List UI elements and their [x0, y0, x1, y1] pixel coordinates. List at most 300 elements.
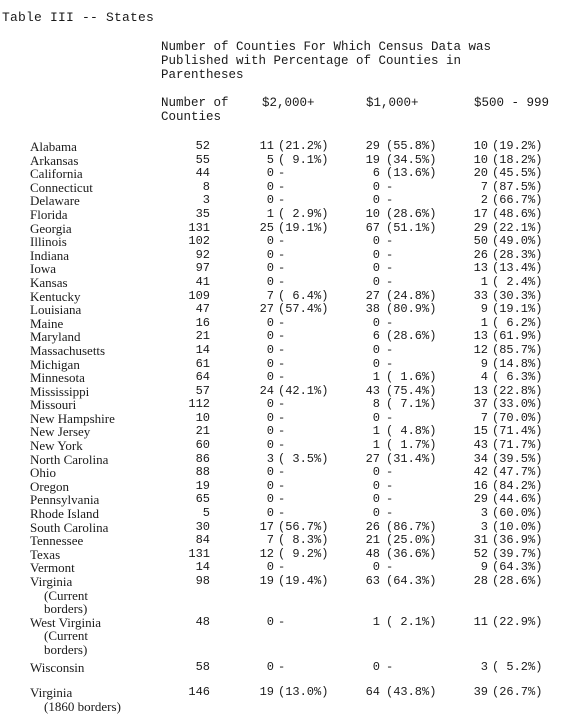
count-1000: 27	[365, 451, 380, 466]
county-count: 35	[195, 206, 210, 221]
table-row	[0, 317, 582, 331]
pct-1000: (13.6%)	[386, 166, 437, 181]
pct-1000: -	[386, 659, 394, 674]
pct-2000: (57.4%)	[278, 302, 329, 317]
pct-1000: (55.8%)	[386, 139, 437, 153]
pct-2000: -	[278, 234, 286, 249]
count-1000: 38	[365, 302, 380, 317]
state-name: Virginia	[30, 685, 73, 701]
count-500: 3	[480, 519, 488, 534]
count-2000: 0	[266, 261, 274, 276]
pct-2000: -	[278, 465, 286, 480]
table-row	[0, 507, 582, 521]
county-count: 102	[188, 234, 210, 249]
pct-1000: (64.3%)	[386, 574, 437, 588]
col-header-500: $500 - 999	[474, 96, 550, 110]
count-1000: 63	[365, 574, 380, 588]
pct-1000: -	[386, 179, 394, 194]
pct-500: (61.9%)	[492, 329, 543, 344]
pct-500: (39.5%)	[492, 451, 543, 466]
pct-2000: (42.1%)	[278, 383, 329, 398]
count-500: 3	[480, 659, 488, 674]
pct-500: (14.8%)	[492, 356, 543, 371]
pct-1000: (80.9%)	[386, 302, 437, 317]
row-note	[0, 602, 582, 616]
pct-500: (36.9%)	[492, 533, 543, 548]
pct-2000: -	[278, 342, 286, 357]
county-count: 19	[195, 478, 210, 493]
state-name: Vermont	[30, 560, 75, 576]
state-name: Mississippi	[30, 383, 90, 399]
county-count: 57	[195, 383, 210, 398]
pct-1000: ( 1.7%)	[386, 438, 437, 453]
state-name: Delaware	[30, 193, 80, 209]
state-name: Kansas	[30, 274, 68, 290]
pct-2000: -	[278, 438, 286, 453]
count-2000: 27	[259, 302, 274, 317]
state-name: Alabama	[30, 139, 77, 154]
count-1000: 0	[372, 356, 380, 371]
county-count: 61	[195, 356, 210, 371]
pct-500: (48.6%)	[492, 206, 543, 221]
state-name: New Hampshire	[30, 410, 115, 426]
county-count: 16	[195, 315, 210, 330]
table-row	[0, 453, 582, 467]
pct-2000: (13.0%)	[278, 685, 329, 700]
county-count: 14	[195, 342, 210, 357]
table-row	[0, 222, 582, 236]
row-note-text: (1860 borders)	[44, 698, 121, 714]
state-name: Iowa	[30, 261, 56, 277]
count-2000: 0	[266, 234, 274, 249]
count-1000: 0	[372, 478, 380, 493]
pct-500: (87.5%)	[492, 179, 543, 194]
pct-500: (22.8%)	[492, 383, 543, 398]
pct-1000: -	[386, 560, 394, 575]
pct-2000: -	[278, 315, 286, 330]
count-2000: 0	[266, 166, 274, 181]
state-name: Oregon	[30, 478, 69, 494]
count-2000: 0	[266, 560, 274, 575]
count-2000: 5	[266, 152, 274, 167]
state-name: Maine	[30, 315, 64, 331]
pct-2000: (21.2%)	[278, 139, 329, 153]
count-1000: 8	[372, 397, 380, 412]
county-count: 131	[188, 546, 210, 561]
caption-line: Parentheses	[161, 68, 244, 82]
count-1000: 0	[372, 234, 380, 249]
pct-2000: -	[278, 274, 286, 289]
count-500: 13	[473, 329, 488, 344]
pct-1000: -	[386, 342, 394, 357]
table-row	[0, 290, 582, 304]
pct-500: (85.7%)	[492, 342, 543, 357]
county-count: 41	[195, 274, 210, 289]
pct-500: (39.7%)	[492, 546, 543, 561]
pct-2000: (56.7%)	[278, 519, 329, 534]
count-1000: 6	[372, 329, 380, 344]
count-2000: 0	[266, 247, 274, 262]
state-name: North Carolina	[30, 451, 109, 467]
table-row	[0, 154, 582, 168]
count-500: 28	[473, 574, 488, 588]
table-row	[0, 398, 582, 412]
pct-1000: (28.6%)	[386, 329, 437, 344]
pct-500: (84.2%)	[492, 478, 543, 493]
pct-2000: -	[278, 356, 286, 371]
state-name: Texas	[30, 546, 61, 562]
pct-500: (71.4%)	[492, 424, 543, 439]
table-row	[0, 493, 582, 507]
count-2000: 0	[266, 614, 274, 629]
row-note-text: (Current	[44, 628, 89, 644]
count-500: 13	[473, 261, 488, 276]
table-row	[0, 575, 582, 589]
table-row	[0, 521, 582, 535]
count-2000: 19	[259, 685, 274, 700]
count-500: 26	[473, 247, 488, 262]
table-row	[0, 276, 582, 290]
pct-2000: -	[278, 492, 286, 507]
table-row	[0, 181, 582, 195]
pct-500: (28.6%)	[492, 574, 543, 588]
state-name: Missouri	[30, 397, 77, 413]
count-1000: 0	[372, 315, 380, 330]
count-500: 1	[480, 274, 488, 289]
count-2000: 11	[259, 139, 274, 153]
pct-1000: (34.5%)	[386, 152, 437, 167]
state-name: Wisconsin	[30, 659, 85, 675]
count-500: 39	[473, 685, 488, 700]
count-2000: 0	[266, 370, 274, 385]
row-note-text: (Current	[44, 587, 89, 603]
count-2000: 0	[266, 274, 274, 289]
count-500: 20	[473, 166, 488, 181]
table-row	[0, 358, 582, 372]
count-500: 13	[473, 383, 488, 398]
count-500: 9	[480, 356, 488, 371]
pct-500: (19.1%)	[492, 302, 543, 317]
count-500: 3	[480, 506, 488, 521]
state-name: New York	[30, 438, 83, 454]
count-1000: 0	[372, 659, 380, 674]
pct-500: (19.2%)	[492, 139, 543, 153]
table-row	[0, 412, 582, 426]
count-500: 2	[480, 193, 488, 208]
table-row	[0, 140, 582, 154]
count-1000: 21	[365, 533, 380, 548]
pct-2000: -	[278, 614, 286, 629]
caption-line: Number of Counties For Which Census Data was	[161, 40, 492, 54]
pct-2000: ( 3.5%)	[278, 451, 329, 466]
count-2000: 19	[259, 574, 274, 588]
count-500: 15	[473, 424, 488, 439]
count-1000: 0	[372, 193, 380, 208]
table-row	[0, 303, 582, 317]
pct-2000: -	[278, 193, 286, 208]
count-1000: 6	[372, 166, 380, 181]
table-row	[0, 371, 582, 385]
state-name: Rhode Island	[30, 506, 99, 522]
count-2000: 0	[266, 424, 274, 439]
pct-1000: (36.6%)	[386, 546, 437, 561]
table-row	[0, 480, 582, 494]
count-1000: 0	[372, 274, 380, 289]
pct-2000: -	[278, 179, 286, 194]
count-500: 50	[473, 234, 488, 249]
pct-1000: -	[386, 410, 394, 425]
table-row	[0, 208, 582, 222]
pct-1000: -	[386, 356, 394, 371]
count-500: 9	[480, 560, 488, 575]
count-1000: 26	[365, 519, 380, 534]
county-count: 21	[195, 329, 210, 344]
pct-500: (28.3%)	[492, 247, 543, 262]
table-caption	[161, 40, 491, 82]
count-2000: 24	[259, 383, 274, 398]
count-2000: 0	[266, 410, 274, 425]
col-header-counties-line: Counties	[161, 110, 222, 124]
table-body	[0, 140, 582, 713]
table-row	[0, 439, 582, 453]
count-2000: 0	[266, 478, 274, 493]
count-1000: 0	[372, 179, 380, 194]
pct-2000: ( 2.9%)	[278, 206, 329, 221]
pct-500: (22.1%)	[492, 220, 543, 235]
table-row	[0, 686, 582, 700]
state-name: New Jersey	[30, 424, 91, 440]
pct-1000: -	[386, 315, 394, 330]
count-2000: 0	[266, 465, 274, 480]
count-500: 34	[473, 451, 488, 466]
count-2000: 0	[266, 659, 274, 674]
count-1000: 0	[372, 465, 380, 480]
county-count: 131	[188, 220, 210, 235]
count-1000: 1	[372, 370, 380, 385]
count-1000: 19	[365, 152, 380, 167]
count-1000: 0	[372, 261, 380, 276]
col-header-2000: $2,000+	[262, 96, 315, 110]
pct-500: (60.0%)	[492, 506, 543, 521]
count-500: 11	[473, 614, 488, 629]
county-count: 47	[195, 302, 210, 317]
count-1000: 43	[365, 383, 380, 398]
county-count: 97	[195, 261, 210, 276]
table-row	[0, 385, 582, 399]
count-1000: 0	[372, 560, 380, 575]
count-500: 7	[480, 179, 488, 194]
state-name: West Virginia	[30, 614, 101, 630]
pct-1000: (86.7%)	[386, 519, 437, 534]
county-count: 48	[195, 614, 210, 629]
state-name: Kentucky	[30, 288, 81, 304]
row-note-text: borders)	[44, 641, 88, 657]
state-name: Connecticut	[30, 179, 93, 195]
pct-1000: (28.6%)	[386, 206, 437, 221]
pct-2000: -	[278, 410, 286, 425]
table-row	[0, 661, 582, 675]
count-1000: 64	[365, 685, 380, 700]
count-1000: 0	[372, 492, 380, 507]
table-row	[0, 548, 582, 562]
pct-2000: (19.1%)	[278, 220, 329, 235]
pct-1000: ( 2.1%)	[386, 614, 437, 629]
state-name: Pennsylvania	[30, 492, 100, 508]
state-name: Georgia	[30, 220, 72, 236]
table-row	[0, 194, 582, 208]
pct-2000: (19.4%)	[278, 574, 329, 588]
pct-2000: ( 8.3%)	[278, 533, 329, 548]
caption-line: Published with Percentage of Counties in	[161, 54, 462, 68]
pct-500: ( 6.3%)	[492, 370, 543, 385]
county-count: 65	[195, 492, 210, 507]
count-500: 17	[473, 206, 488, 221]
county-count: 112	[188, 397, 210, 412]
pct-2000: -	[278, 166, 286, 181]
pct-1000: (75.4%)	[386, 383, 437, 398]
count-2000: 0	[266, 506, 274, 521]
count-500: 9	[480, 302, 488, 317]
county-count: 86	[195, 451, 210, 466]
count-2000: 0	[266, 397, 274, 412]
table-row	[0, 235, 582, 249]
county-count: 84	[195, 533, 210, 548]
pct-2000: ( 9.2%)	[278, 546, 329, 561]
state-name: Florida	[30, 206, 68, 222]
count-1000: 0	[372, 247, 380, 262]
row-note	[0, 589, 582, 603]
count-2000: 25	[259, 220, 274, 235]
count-500: 16	[473, 478, 488, 493]
count-2000: 17	[259, 519, 274, 534]
state-name: Virginia	[30, 574, 73, 589]
pct-500: (64.3%)	[492, 560, 543, 575]
pct-1000: -	[386, 234, 394, 249]
pct-1000: -	[386, 247, 394, 262]
county-count: 60	[195, 438, 210, 453]
count-500: 37	[473, 397, 488, 412]
count-1000: 1	[372, 614, 380, 629]
pct-1000: (31.4%)	[386, 451, 437, 466]
row-note-text: borders)	[44, 601, 88, 617]
count-500: 52	[473, 546, 488, 561]
county-count: 98	[195, 574, 210, 588]
table-row	[0, 561, 582, 575]
count-2000: 0	[266, 193, 274, 208]
table-row	[0, 616, 582, 630]
count-2000: 0	[266, 492, 274, 507]
col-header-counties	[161, 96, 229, 124]
count-500: 29	[473, 492, 488, 507]
count-500: 43	[473, 438, 488, 453]
pct-500: (66.7%)	[492, 193, 543, 208]
col-header-1000: $1,000+	[366, 96, 419, 110]
count-500: 1	[480, 315, 488, 330]
pct-1000: -	[386, 193, 394, 208]
pct-2000: -	[278, 247, 286, 262]
table-row	[0, 534, 582, 548]
count-500: 33	[473, 288, 488, 303]
pct-1000: ( 1.6%)	[386, 370, 437, 385]
table-row	[0, 262, 582, 276]
count-500: 31	[473, 533, 488, 548]
table-row	[0, 466, 582, 480]
col-header-counties-line: Number of	[161, 96, 229, 110]
count-500: 29	[473, 220, 488, 235]
row-note	[0, 700, 582, 714]
pct-1000: ( 4.8%)	[386, 424, 437, 439]
pct-1000: -	[386, 465, 394, 480]
pct-500: (13.4%)	[492, 261, 543, 276]
pct-2000: -	[278, 560, 286, 575]
pct-1000: -	[386, 506, 394, 521]
count-2000: 0	[266, 356, 274, 371]
pct-2000: -	[278, 397, 286, 412]
table-row	[0, 249, 582, 263]
pct-500: (30.3%)	[492, 288, 543, 303]
table-title: Table III -- States	[2, 10, 155, 25]
pct-2000: -	[278, 506, 286, 521]
row-note	[0, 629, 582, 643]
pct-1000: -	[386, 492, 394, 507]
pct-2000: -	[278, 659, 286, 674]
county-count: 5	[202, 506, 210, 521]
county-count: 44	[195, 166, 210, 181]
pct-2000: -	[278, 261, 286, 276]
pct-1000: -	[386, 274, 394, 289]
county-count: 92	[195, 247, 210, 262]
county-count: 64	[195, 370, 210, 385]
table-row	[0, 344, 582, 358]
state-name: Tennessee	[30, 533, 84, 549]
count-1000: 1	[372, 424, 380, 439]
count-2000: 3	[266, 451, 274, 466]
county-count: 52	[195, 139, 210, 153]
pct-1000: (25.0%)	[386, 533, 437, 548]
county-count: 8	[202, 179, 210, 194]
count-2000: 7	[266, 288, 274, 303]
state-name: Arkansas	[30, 152, 79, 168]
count-2000: 0	[266, 342, 274, 357]
count-500: 42	[473, 465, 488, 480]
pct-500: (44.6%)	[492, 492, 543, 507]
pct-1000: -	[386, 478, 394, 493]
county-count: 14	[195, 560, 210, 575]
county-count: 10	[195, 410, 210, 425]
pct-1000: ( 7.1%)	[386, 397, 437, 412]
count-1000: 27	[365, 288, 380, 303]
pct-500: (71.7%)	[492, 438, 543, 453]
state-name: California	[30, 166, 83, 182]
count-2000: 0	[266, 179, 274, 194]
pct-500: (22.9%)	[492, 614, 543, 629]
county-count: 109	[188, 288, 210, 303]
state-name: Ohio	[30, 465, 56, 481]
pct-2000: ( 9.1%)	[278, 152, 329, 167]
count-2000: 7	[266, 533, 274, 548]
pct-1000: (43.8%)	[386, 685, 437, 700]
pct-500: (70.0%)	[492, 410, 543, 425]
pct-500: (10.0%)	[492, 519, 543, 534]
count-500: 10	[473, 152, 488, 167]
pct-1000: -	[386, 261, 394, 276]
pct-500: ( 5.2%)	[492, 659, 543, 674]
count-1000: 1	[372, 438, 380, 453]
county-count: 55	[195, 152, 210, 167]
state-name: Illinois	[30, 234, 67, 250]
count-2000: 12	[259, 546, 274, 561]
pct-1000: (51.1%)	[386, 220, 437, 235]
